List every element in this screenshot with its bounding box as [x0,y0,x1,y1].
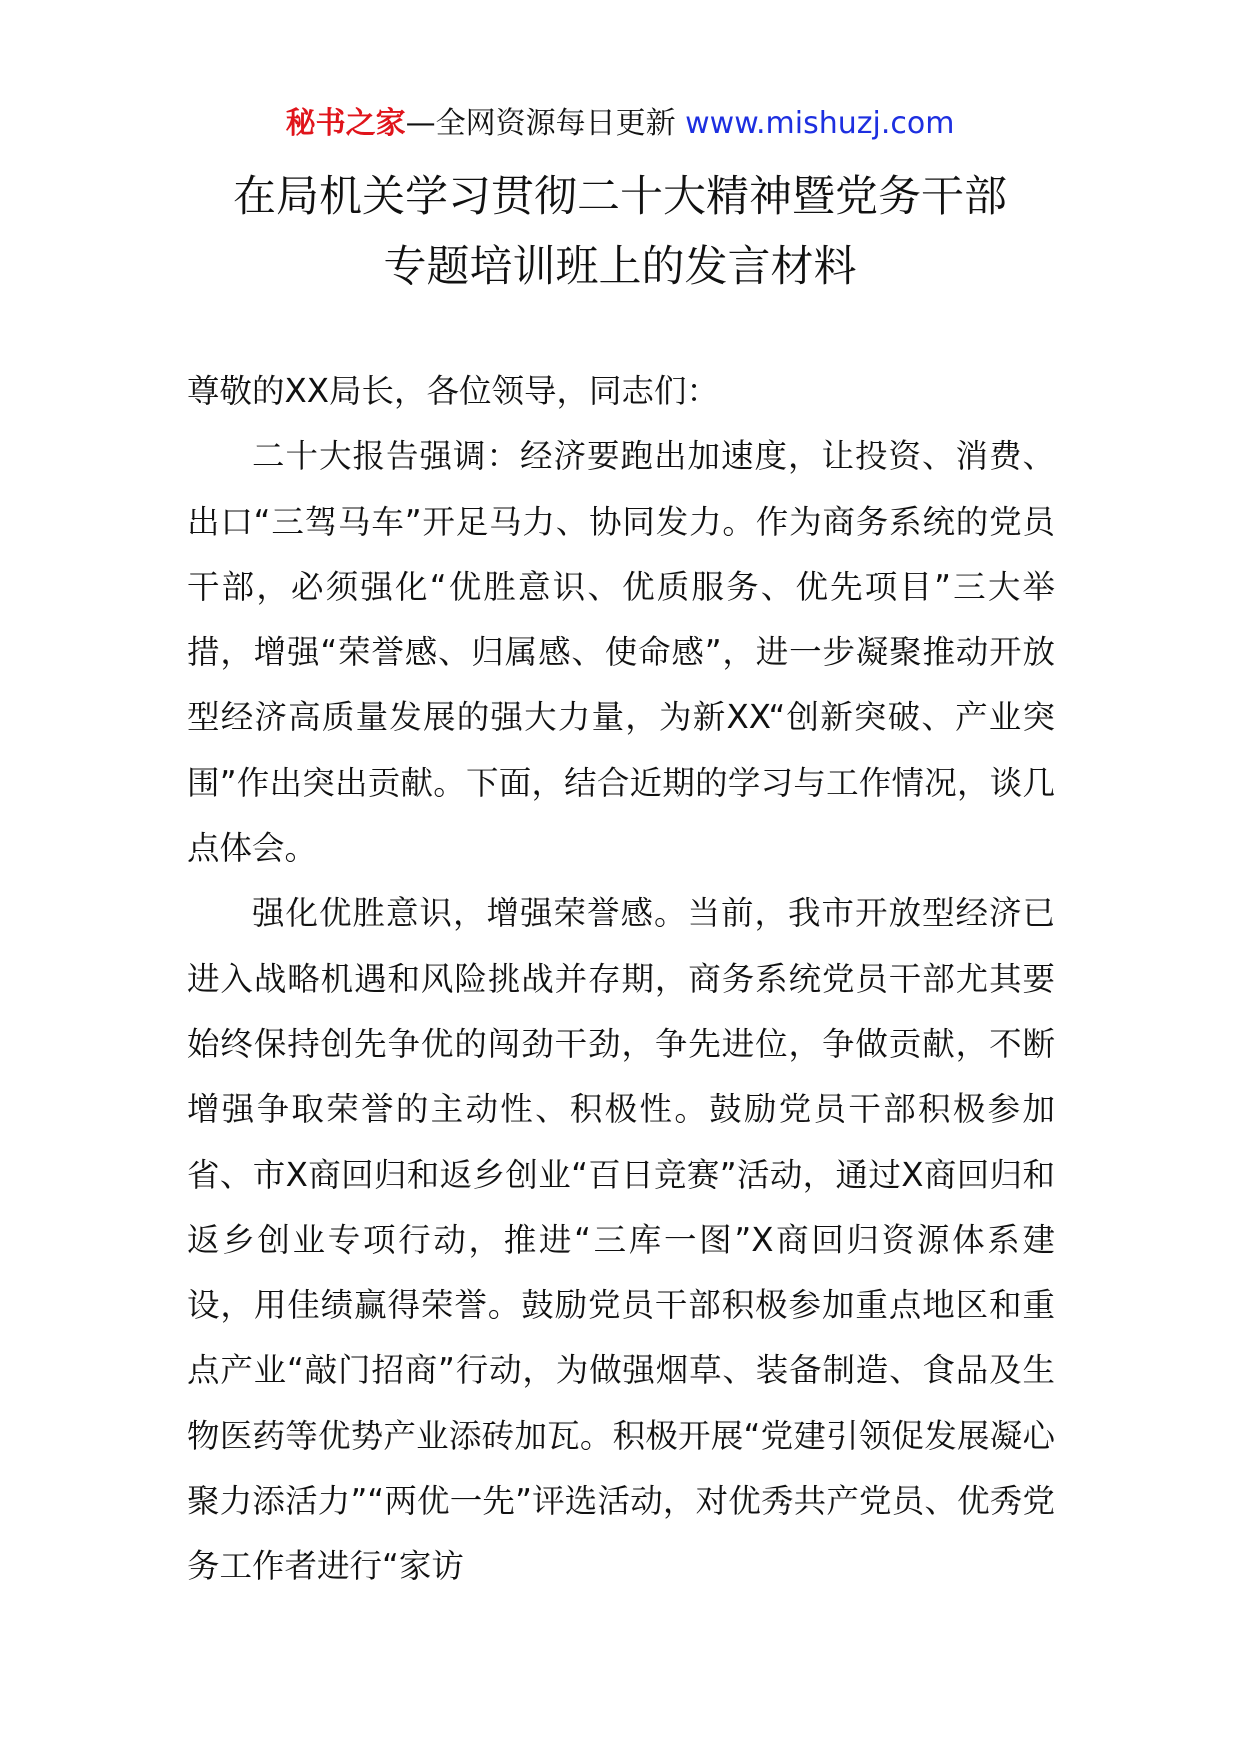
source-banner [0,102,1240,146]
paragraph-honor: 强化优胜意识，增强荣誉感。当前，我市开放型经济已进入战略机遇和风险挑战并存期，商务系统党员干部尤其要始终保持创先争优的闯劲干劲，争先进位，争做贡献，不断增强争取荣誉的主动性、积极性。鼓励党员干部积极参加省、市X商回归和返乡创业“百日竞赛”活动，通过X商回归和返乡创业专项行动，推进“三库一图”X商回归资源体系建设，用佳绩赢得荣誉。鼓励党员干部积极参加重点地区和重点产业“敲门招商”行动，为做强烟草、装备制造、食品及生物医药等优势产业添砖加瓦。积极开展“党建引领促发展凝心聚力添活力”“两优一先”评选活动，对优秀共产党员、优秀党务工作者进行“家访 [187,894,1055,1586]
brand-tagline: —全网资源每日更新 [405,106,676,141]
salutation: 尊敬的XX局长，各位领导，同志们： [187,372,720,410]
paragraph-intro: 二十大报告强调：经济要跑出加速度，让投资、消费、出口“三驾马车”开足马力、协同发力。作为商务系统的党员干部，必须强化“优胜意识、优质服务、优先项目”三大举措，增强“荣誉感、归属感、使命感”，进一步凝聚推动开放型经济高质量发展的强大力量，为新XX“创新突破、产业突围”作出突出贡献。下面，结合近期的学习与工作情况，谈几点体会。 [187,437,1055,868]
document-body [187,359,1055,1600]
brand-name: 秘书之家 [285,106,406,141]
document-title [0,162,1240,302]
site-url-link[interactable]: www.mishuzj.com [685,106,955,141]
title-line-1: 在局机关学习贯彻二十大精神暨党务干部 [233,172,1007,222]
title-line-2: 专题培训班上的发言材料 [383,242,857,292]
